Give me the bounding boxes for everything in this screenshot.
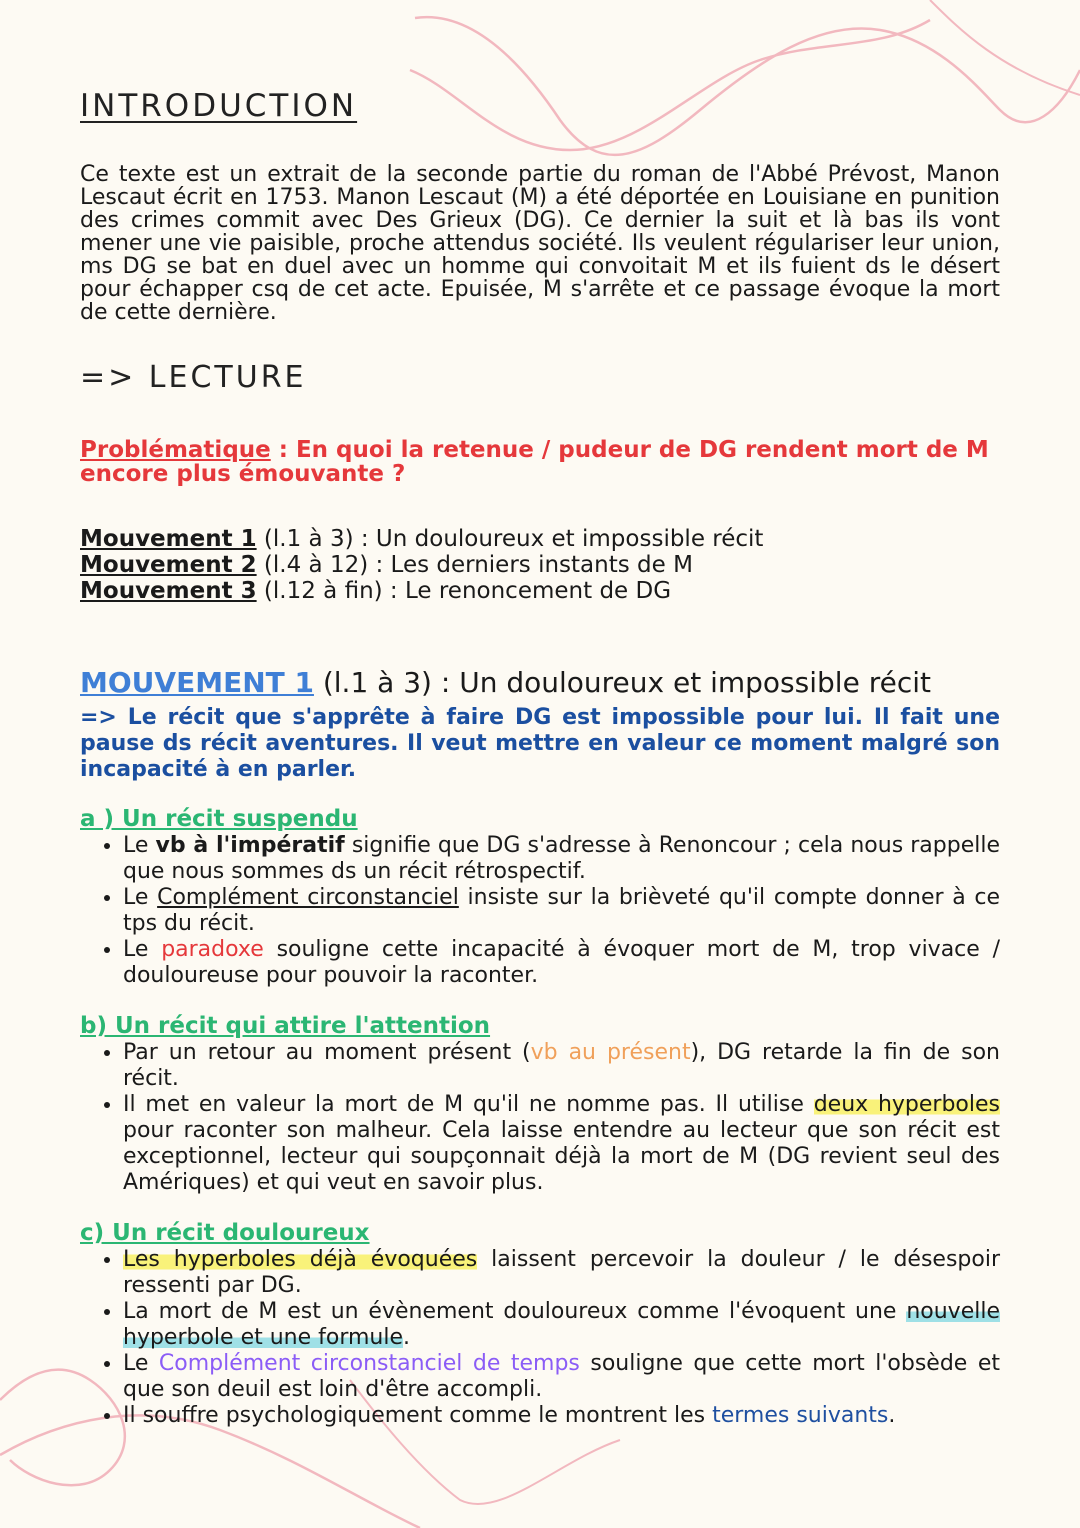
introduction-paragraph: Ce texte est un extrait de la seconde partie du roman de l'Abbé Prévost, Manon Lescaut écrit en 1753. Manon Lescaut (M) a été déportée en Louisiane en punition des crimes commit avec Des Grieux (DG). Ce dernier la suit et là bas ils vont mener une vie paisible, proche attendus société. Ils veulent régulariser leur union, ms DG se bat en duel avec un homme qui convoitait M et ils fuient ds le désert pour échapper csq de cet acte. Epuisée, M s'arrête et ce passage évoque la mort de cette dernière.: [80, 162, 1000, 325]
list-item: • Il met en valeur la mort de M qu'il ne nomme pas. Il utilise deux hyperboles pour raconter son malheur. Cela laisse entendre au lecteur que son récit est exceptionnel, lecteur qui soupçonnait déjà la mort de M (DG revient seul des Amériques) et qui veut en savoir plus.: [123, 1092, 1000, 1196]
mouvements-list: [80, 526, 763, 604]
problematique: [80, 438, 1000, 486]
introduction-heading: INTRODUCTION: [80, 88, 358, 124]
list-item: • Les hyperboles déjà évoquées laissent percevoir la douleur / le désespoir ressenti par DG.: [123, 1247, 1000, 1299]
list-item: • Le Complément circonstanciel insiste sur la brièveté qu'il compte donner à ce tps du récit.: [123, 885, 1000, 937]
problematique-text: : En quoi la retenue / pudeur de DG rendent mort de M encore plus émouvante ?: [80, 437, 989, 487]
mouvement-item: Mouvement 2 (l.4 à 12) : Les derniers instants de M: [80, 552, 693, 578]
list-item: • La mort de M est un évènement douloureux comme l'évoquent une nouvelle hyperbole et une formule.: [123, 1299, 1000, 1351]
list-item: • Par un retour au moment présent (vb au présent), DG retarde la fin de son récit.: [123, 1040, 1000, 1092]
list-item: • Il souffre psychologiquement comme le montrent les termes suivants.: [123, 1403, 1000, 1429]
list-item: • Le Complément circonstanciel de temps souligne que cette mort l'obsède et que son deuil est loin d'être accompli.: [123, 1351, 1000, 1403]
list-item: • Le vb à l'impératif signifie que DG s'adresse à Renoncour ; cela nous rappelle que nous sommes ds un récit rétrospectif.: [123, 833, 1000, 885]
section-a-heading: a ) Un récit suspendu: [80, 806, 358, 832]
list-item: • Le paradoxe souligne cette incapacité à évoquer mort de M, trop vivace / douloureuse pour pouvoir la raconter.: [123, 937, 1000, 989]
section-c-heading: c) Un récit douloureux: [80, 1220, 370, 1246]
problematique-label: Problématique: [80, 437, 271, 463]
mouvement1-heading: MOUVEMENT 1 (l.1 à 3) : Un douloureux et impossible récit: [80, 666, 931, 699]
section-a-list: [80, 833, 1000, 989]
section-b-list: [80, 1040, 1000, 1196]
mouvement1-summary: => Le récit que s'apprête à faire DG est impossible pour lui. Il fait une pause ds récit aventures. Il veut mettre en valeur ce moment malgré son incapacité à en parler.: [80, 705, 1000, 782]
mouvement-item: Mouvement 3 (l.12 à fin) : Le renoncement de DG: [80, 578, 672, 604]
section-b-heading: b) Un récit qui attire l'attention: [80, 1013, 491, 1039]
mouvement-item: Mouvement 1 (l.1 à 3) : Un douloureux et impossible récit: [80, 526, 764, 552]
section-c-list: [80, 1247, 1000, 1429]
lecture-heading: => LECTURE: [80, 360, 307, 395]
